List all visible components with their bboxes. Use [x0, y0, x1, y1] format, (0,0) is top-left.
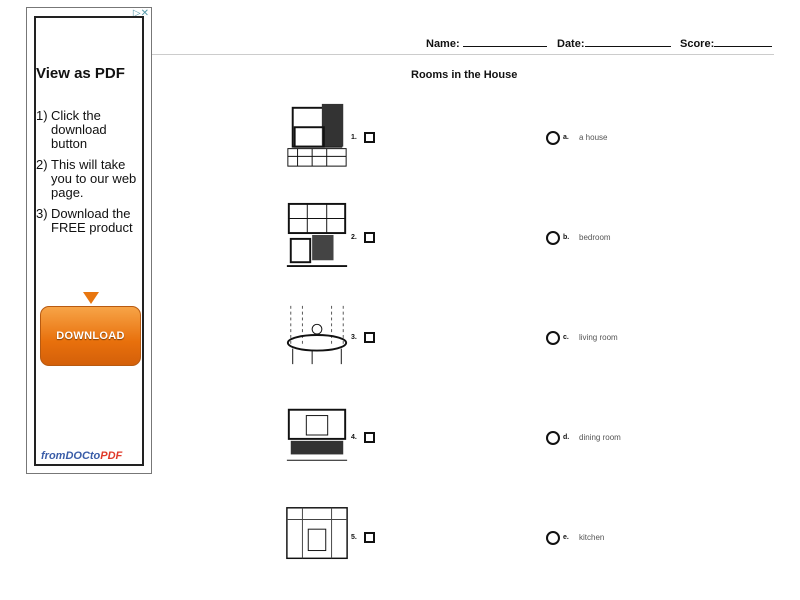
answer-text: a house [579, 133, 608, 142]
adchoices-icon[interactable]: ▷✕ [132, 8, 149, 19]
room-picture [283, 200, 351, 270]
step-number: 1) [36, 108, 48, 123]
name-label: Name: [426, 38, 460, 50]
room-picture [283, 100, 351, 170]
step-text: This will take you to our web page. [51, 157, 137, 200]
logo-text: fromDOCto [41, 450, 101, 462]
step-text: Download the FREE product [51, 206, 133, 235]
answer-option-circle[interactable] [546, 431, 560, 445]
answer-checkbox[interactable] [364, 432, 375, 443]
answer-letter: c. [563, 334, 569, 341]
step-text: Click the download button [51, 108, 107, 151]
question-number: 1. [351, 134, 357, 141]
answer-checkbox[interactable] [364, 132, 375, 143]
room-picture [283, 500, 351, 570]
answer-letter: d. [563, 434, 570, 441]
question-number: 4. [351, 434, 357, 441]
ad-step [36, 207, 144, 235]
answer-option-circle[interactable] [546, 231, 560, 245]
ad-step [36, 158, 144, 200]
answer-text: kitchen [579, 533, 605, 542]
answer-text: living room [579, 333, 618, 342]
score-field[interactable] [680, 36, 772, 50]
score-label: Score: [680, 38, 715, 50]
answer-checkbox[interactable] [364, 532, 375, 543]
answer-option-circle[interactable] [546, 131, 560, 145]
answer-option-circle[interactable] [546, 531, 560, 545]
ad-step [36, 109, 144, 151]
date-label: Date: [557, 38, 585, 50]
header-divider [152, 54, 774, 55]
score-blank[interactable] [714, 36, 772, 47]
worksheet-title: Rooms in the House [411, 69, 518, 81]
date-blank[interactable] [585, 36, 671, 47]
answer-letter: e. [563, 534, 569, 541]
download-button[interactable]: DOWNLOAD [40, 306, 141, 366]
name-blank[interactable] [463, 36, 547, 47]
room-picture [283, 400, 351, 470]
answer-checkbox[interactable] [364, 232, 375, 243]
answer-text: bedroom [579, 233, 611, 242]
logo-text-accent: PDF [100, 450, 123, 462]
answer-letter: b. [563, 234, 570, 241]
ad-title: View as PDF [36, 65, 125, 82]
answer-text: dining room [579, 433, 621, 442]
answer-option-circle[interactable] [546, 331, 560, 345]
fromdoctopdf-logo [41, 450, 122, 462]
question-number: 5. [351, 534, 357, 541]
answer-checkbox[interactable] [364, 332, 375, 343]
step-number: 2) [36, 157, 48, 172]
ad-banner[interactable] [26, 7, 152, 474]
name-field[interactable] [426, 36, 547, 50]
answer-letter: a. [563, 134, 569, 141]
room-picture [283, 300, 351, 370]
arrow-down-icon [83, 292, 99, 304]
date-field[interactable] [557, 36, 671, 50]
ad-steps [36, 109, 144, 242]
question-number: 3. [351, 334, 357, 341]
step-number: 3) [36, 206, 48, 221]
question-number: 2. [351, 234, 357, 241]
